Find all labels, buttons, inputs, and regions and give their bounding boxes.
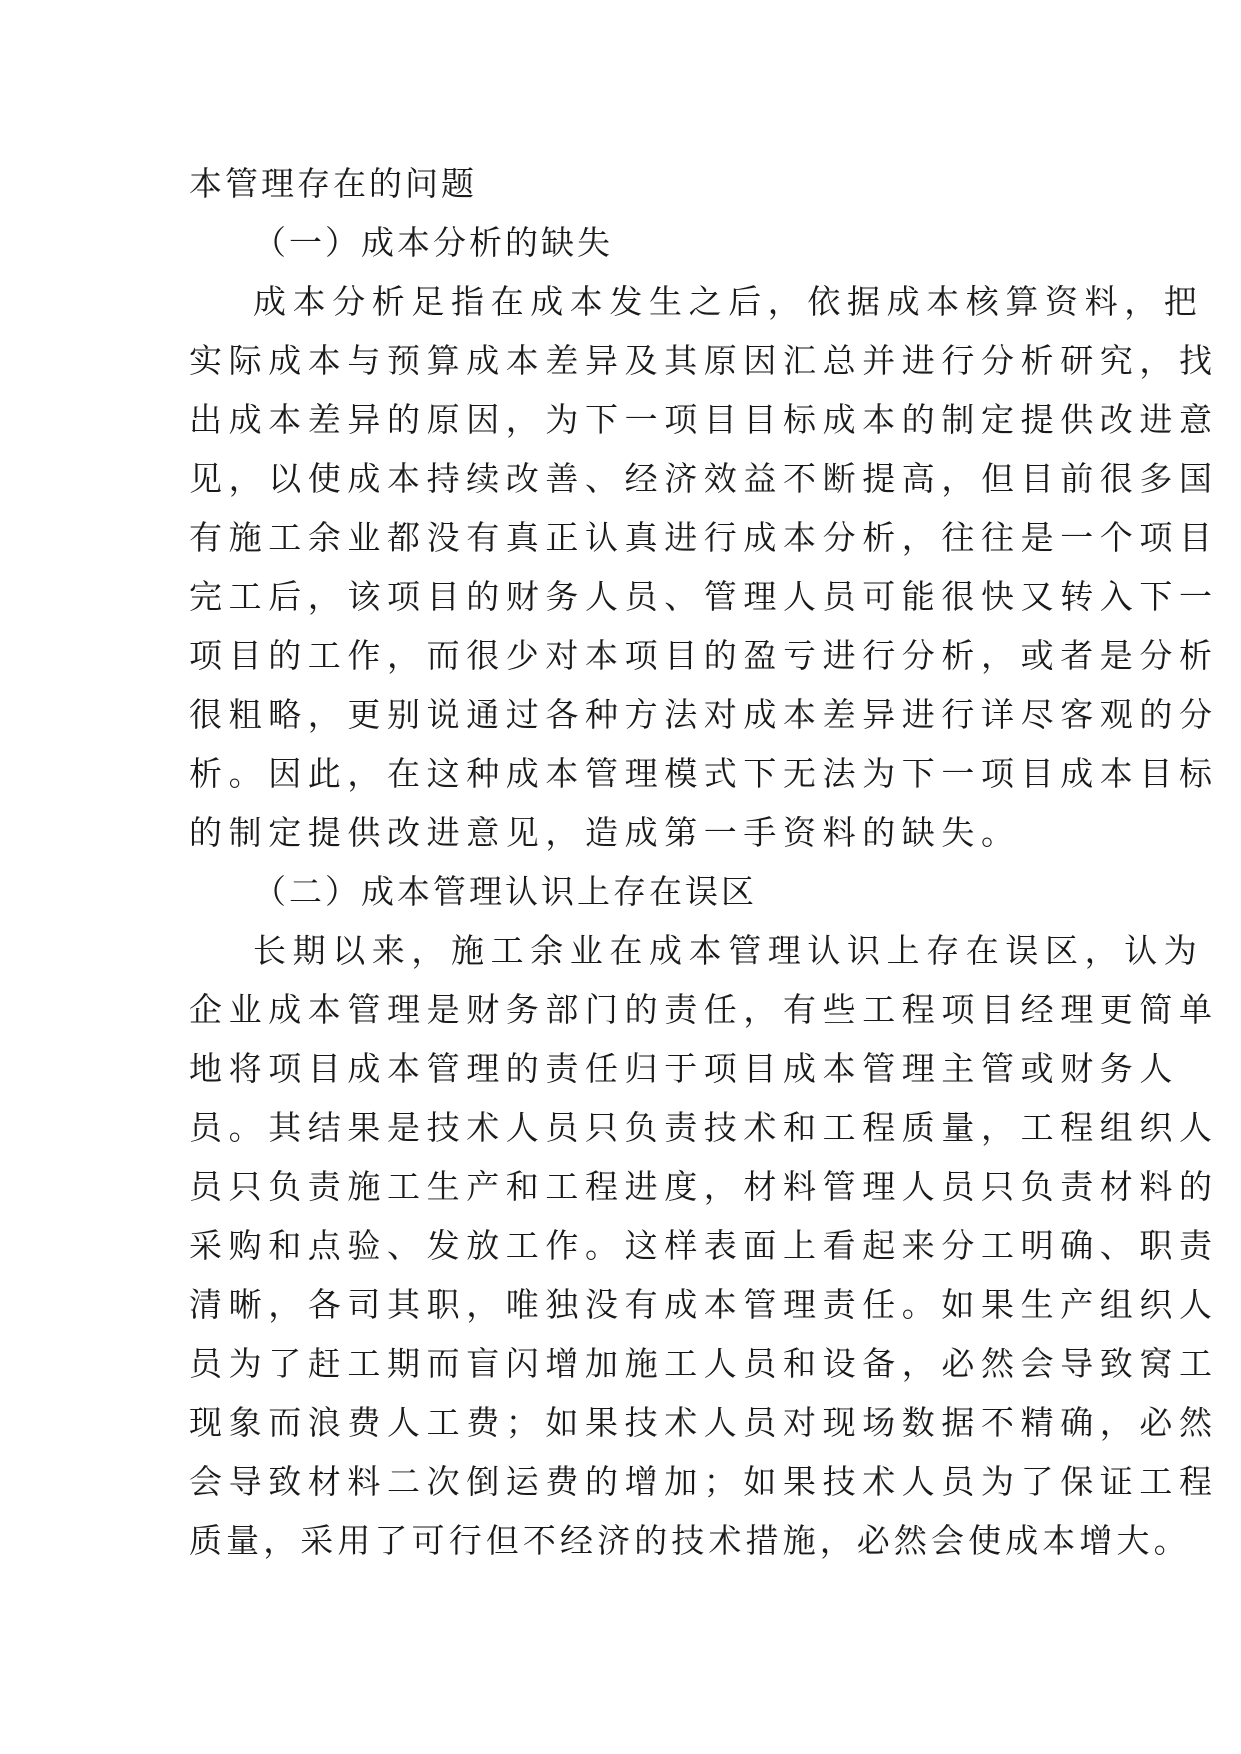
paragraph-line: 员只负责施工生产和工程进度，材料管理人员只负责材料的 [189,1167,1219,1206]
paragraph-line: 会导致材料二次倒运费的增加；如果技术人员为了保证工程 [189,1462,1219,1501]
paragraph-line: 员为了赶工期而盲闪增加施工人员和设备，必然会导致窝工 [189,1344,1219,1383]
paragraph-line: 质量，采用了可行但不经济的技术措施，必然会使成本增大。 [189,1521,1191,1560]
paragraph-line: 员。其结果是技术人员只负责技术和工程质量，工程组织人 [189,1108,1219,1147]
paragraph-line: 清晰，各司其职，唯独没有成本管理责任。如果生产组织人 [189,1285,1219,1324]
paragraph-line: 成本分析足指在成本发生之后，依据成本核算资料，把 [253,282,1204,321]
subsection-heading-1: （一）成本分析的缺失 [253,223,613,262]
paragraph-line: 现象而浪费人工费；如果技术人员对现场数据不精确，必然 [189,1403,1219,1442]
section-title-continuation: 本管理存在的问题 [189,164,477,203]
paragraph-line: 的制定提供改进意见，造成第一手资料的缺失。 [189,813,1021,852]
subsection-heading-2: （二）成本管理认识上存在误区 [253,872,757,911]
paragraph-line: 有施工余业都没有真正认真进行成本分析，往往是一个项目 [189,518,1219,557]
paragraph-line: 实际成本与预算成本差异及其原因汇总并进行分析研究，找 [189,341,1219,380]
paragraph-line: 采购和点验、发放工作。这样表面上看起来分工明确、职责 [189,1226,1219,1265]
paragraph-line: 很粗略，更别说通过各种方法对成本差异进行详尽客观的分 [189,695,1219,734]
document-body [189,154,1219,1570]
paragraph-line: 企业成本管理是财务部门的责任，有些工程项目经理更简单 [189,990,1219,1029]
paragraph-line: 析。因此，在这种成本管理模式下无法为下一项目成本目标 [189,754,1219,793]
paragraph-line: 完工后，该项目的财务人员、管理人员可能很快又转入下一 [189,577,1219,616]
paragraph-line: 项目的工作，而很少对本项目的盈亏进行分析，或者是分析 [189,636,1219,675]
paragraph-line: 地将项目成本管理的责任归于项目成本管理主管或财务人 [189,1049,1179,1088]
paragraph-line: 长期以来，施工余业在成本管理认识上存在误区，认为 [253,931,1204,970]
paragraph-line: 见，以使成本持续改善、经济效益不断提高，但目前很多国 [189,459,1219,498]
paragraph-line: 出成本差异的原因，为下一项目目标成本的制定提供改进意 [189,400,1219,439]
